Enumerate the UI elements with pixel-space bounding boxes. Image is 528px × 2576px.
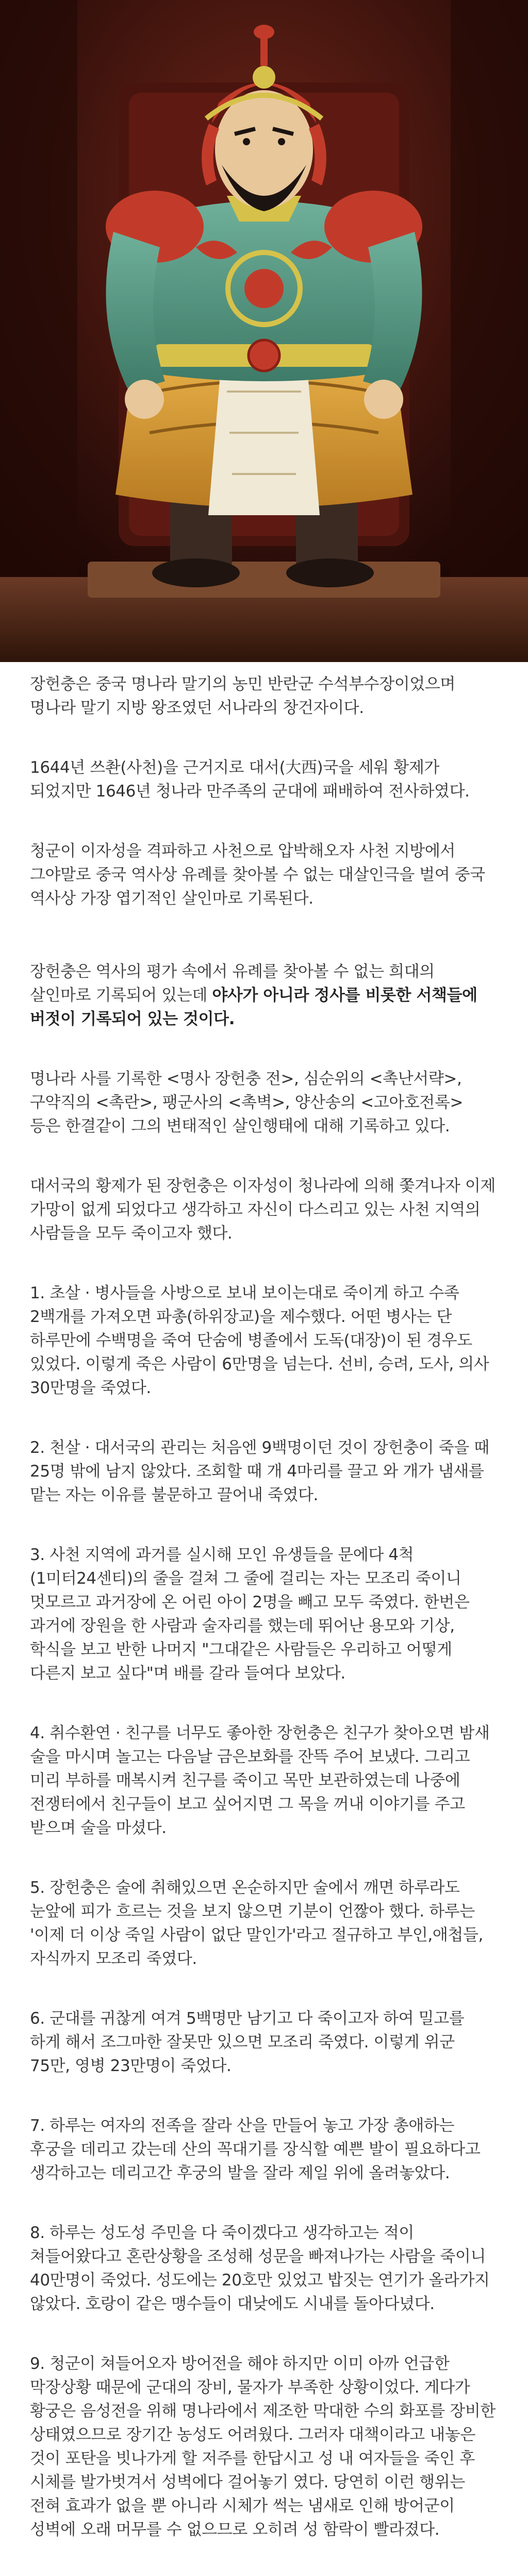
list-item-6: 6. 군대를 귀찮게 여겨 5백명만 남기고 다 죽이고자 하여 밀고를 하게 해서 조그마한 잘못만 있으면 모조리 죽였다. 이렇게 위군 75만, 영병 23만명이 죽었다. xyxy=(30,2009,465,2075)
records-plain-text: 장헌충은 역사의 평가 속에서 유례를 찾아볼 수 없는 희대의 살인마로 기록되어 있는데 xyxy=(30,962,435,1005)
list-item-3: 3. 사천 지역에 과거를 실시해 모인 유생들을 문에다 4척(1미터24센티)의 줄을 걸쳐 그 줄에 걸리는 자는 모조리 죽이니 멋모르고 과거장에 온 어린 아이 2명을 빼고 모두 죽였다. 한번은 과거에 장원을 한 사람과 술자리를 했는데 뛰어난 용모와 기상, 학식을 보고 반한 나머지 "그대같은 사람들은 우리하고 어떻게 다른지 보고 싶다"며 배를 갈라 들여다 보았다. xyxy=(30,1546,470,1683)
article-body xyxy=(0,662,528,2576)
list-item-8: 8. 하루는 성도성 주민을 다 죽이겠다고 생각하고는 적이 쳐들어왔다고 혼란상황을 조성해 성문을 빠져나가는 사람을 죽이니 40만명이 죽었다. 성도에는 20호만 있었고 밥짓는 연기가 올라가지 않았다. 호랑이 같은 맹수들이 대낮에도 시내를 돌아다녔다. xyxy=(30,2224,490,2313)
general-statue-painting-icon xyxy=(0,0,528,662)
list-item-5: 5. 장헌충은 술에 취해있으면 온순하지만 술에서 깨면 하루라도 눈앞에 피가 흐르는 것을 보지 않으면 기분이 언짢아 했다. 하루는 '이제 더 이상 죽일 사람이 없단 말인가'라고 절규하고 부인,애첩들,자식까지 모조리 죽였다. xyxy=(30,1878,483,1968)
paragraph-massacre: 청군이 이자성을 격파하고 사천으로 압박해오자 사천 지방에서 그야말로 중국 역사상 유례를 찾아볼 수 없는 대살인극을 벌여 중국 역사상 가장 엽기적인 살인마로 기록된다. xyxy=(30,842,485,908)
hero-painting xyxy=(0,0,528,662)
records-bold-text: 야사가 아니라 정사를 비롯한 서책들에 버젓이 기록되어 있는 것이다. xyxy=(30,986,477,1028)
list-item-1: 1. 초살 · 병사들을 사방으로 보내 보이는대로 죽이게 하고 수족 2백개를 가져오면 파총(하위장교)을 제수했다. 어떤 병사는 단 하루만에 수백명을 죽여 단숨에 병졸에서 도독(대장)이 된 경우도 있었다. 이렇게 죽은 사람이 6만명을 넘는다. 선비, 승려, 도사, 의사 30만명을 죽였다. xyxy=(30,1284,489,1397)
paragraph-records-evaluation xyxy=(30,960,498,1031)
paragraph-sources: 명나라 사를 기록한 <명사 장헌충 전>, 심순위의 <촉난서략>, 구약직의 <촉란>, 팽군사의 <촉벽>, 양산송의 <고아호전록> 등은 한결같이 그의 변태적인 살인행태에 대해 기록하고 있다. xyxy=(30,1070,464,1136)
paragraph-empire: 1644년 쓰촨(사천)을 근거지로 대서(大西)국을 세워 황제가 되었지만 1646년 청나라 만주족의 군대에 패배하여 전사하였다. xyxy=(30,758,470,801)
paragraph-intro: 장헌충은 중국 명나라 말기의 농민 반란군 수석부수장이었으며 명나라 말기 지방 왕조였던 서나라의 창건자이다. xyxy=(30,675,455,717)
list-item-9: 9. 청군이 쳐들어오자 방어전을 해야 하지만 이미 아까 언급한 막장상황 때문에 군대의 장비, 물자가 부족한 상황이었다. 게다가 황궁은 음성전을 위해 명나라에서 제조한 막대한 수의 화포를 장비한 상태였으므로 장기간 농성도 어려웠다. 그러자 대책이라고 내놓은 것이 포탄을 빗나가게 할 저주를 한답시고 성 내 여자들을 죽인 후 시체를 발가벗겨서 성벽에다 걸어놓기 였다. 당연히 이런 행위는 전혀 효과가 없을 뿐 아니라 시체가 썩는 냄새로 인해 방어군이 성벽에 오래 머무를 수 없으므로 오히려 성 함락이 빨라졌다. xyxy=(30,2354,496,2539)
list-item-4: 4. 취수환연 · 친구를 너무도 좋아한 장헌충은 친구가 찾아오면 밤새 술을 마시며 놀고는 다음날 금은보화를 잔뜩 주어 보냈다. 그리고 미리 부하를 매복시켜 친구를 죽이고 목만 보관하였는데 나중에 전쟁터에서 친구들이 보고 싶어지면 그 목을 꺼내 이야기를 주고 받으며 술을 마셨다. xyxy=(30,1724,490,1837)
list-item-2: 2. 천살 · 대서국의 관리는 처음엔 9백명이던 것이 장헌충이 죽을 때 25명 밖에 남지 않았다. 조회할 때 개 4마리를 끌고 와 개가 냄새를 맡는 자는 이유를 불문하고 끌어내 죽였다. xyxy=(30,1438,489,1504)
paragraph-plan: 대서국의 황제가 된 장헌충은 이자성이 청나라에 의해 쫓겨나자 이제 가망이 없게 되었다고 생각하고 자신이 다스리고 있는 사천 지역의 사람들을 모두 죽이고자 했다. xyxy=(30,1177,496,1243)
list-item-7: 7. 하루는 여자의 전족을 잘라 산을 만들어 놓고 가장 총애하는 후궁을 데리고 갔는데 산의 꼭대기를 장식할 예쁜 발이 필요하다고 생각하고는 데리고간 후궁의 발을 잘라 제일 위에 올려놓았다. xyxy=(30,2116,481,2182)
